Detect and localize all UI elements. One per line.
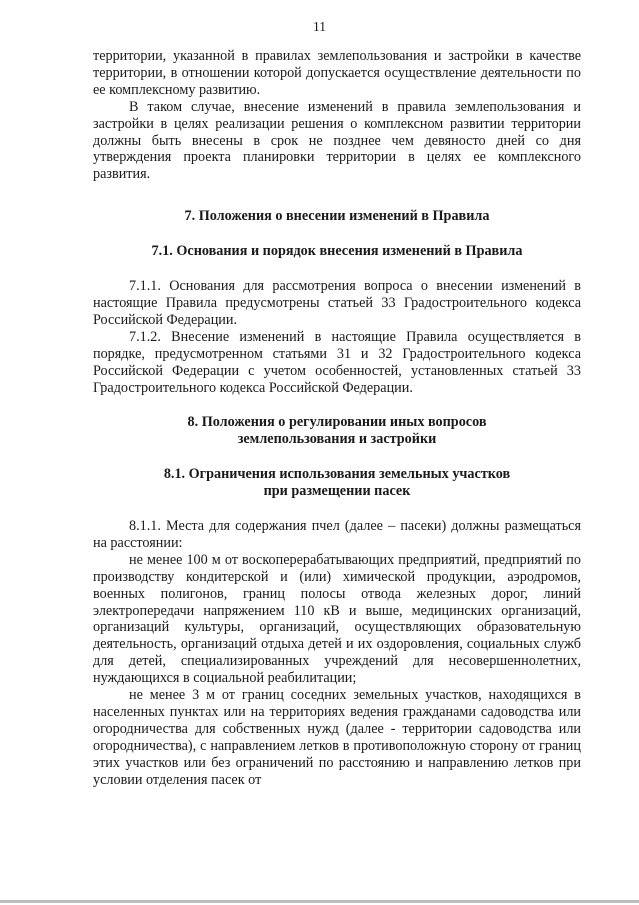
distance-rule-3m: не менее 3 м от границ соседних земельных участков, находящихся в населенных пунктах или на территориях ведения гражданами садоводства или огородничества для собственных нужд (далее - территории садоводства или огородничества), с направлением летков в противоположную сторону от границ этих участков или без ограничений по расстоянию и направлению летков при условии отделения пасек от	[93, 687, 581, 788]
distance-rule-100m: не менее 100 м от воскоперерабатывающих предприятий, предприятий по производству кондитерской и (или) химической продукции, аэродромов, военных полигонов, границ полосы отвода железных дорог, линий электропередачи напряжением 110 кВ и выше, медицинских организаций, организаций культуры, организаций, осуществляющих образовательную деятельность, организаций отдыха детей и их оздоровления, социальных служб для детей, специализированных учреждений для несовершеннолетних, нуждающихся в социальной реабилитации;	[93, 551, 581, 687]
page-body	[93, 48, 581, 789]
clause-8-1-1: 8.1.1. Места для содержания пчел (далее – пасеки) должны размещаться на расстоянии:	[93, 518, 581, 551]
section-8-1-heading-line2: при размещении пасек	[263, 483, 411, 500]
paragraph-continuation: территории, указанной в правилах землепользования и застройки в качестве территории, в отношении которой допускается осуществление деятельности по ее комплексному развитию.	[93, 48, 581, 98]
section-8-1-heading	[93, 466, 581, 500]
section-8-heading	[93, 414, 581, 448]
page-number: 11	[313, 19, 326, 34]
clause-7-1-2: 7.1.2. Внесение изменений в настоящие Правила осуществляется в порядке, предусмотренном статьями 31 и 32 Градостроительного кодекса Российской Федерации с учетом особенностей, установленных статьей 33 Градостроительного кодекса Российской Федерации.	[93, 328, 581, 396]
section-8-1-heading-line1: 8.1. Ограничения использования земельных участков	[163, 466, 511, 483]
paragraph-amendment-deadline: В таком случае, внесение изменений в правила землепользования и застройки в целях реализации решения о комплексном развитии территории должны быть внесены в срок не позднее чем девяносто дней со дня утверждения проекта планировки территории в целях ее комплексного развития.	[93, 98, 581, 183]
scan-bottom-edge	[0, 900, 639, 903]
section-7-heading: 7. Положения о внесении изменений в Правила	[184, 208, 490, 225]
clause-7-1-1: 7.1.1. Основания для рассмотрения вопроса о внесении изменений в настоящие Правила предусмотрены статьей 33 Градостроительного кодекса Российской Федерации.	[93, 278, 581, 328]
section-8-heading-line2: землепользования и застройки	[237, 431, 437, 448]
section-8-heading-line1: 8. Положения о регулировании иных вопросов	[187, 414, 487, 431]
section-7-1-heading: 7.1. Основания и порядок внесения изменений в Правила	[151, 243, 523, 260]
